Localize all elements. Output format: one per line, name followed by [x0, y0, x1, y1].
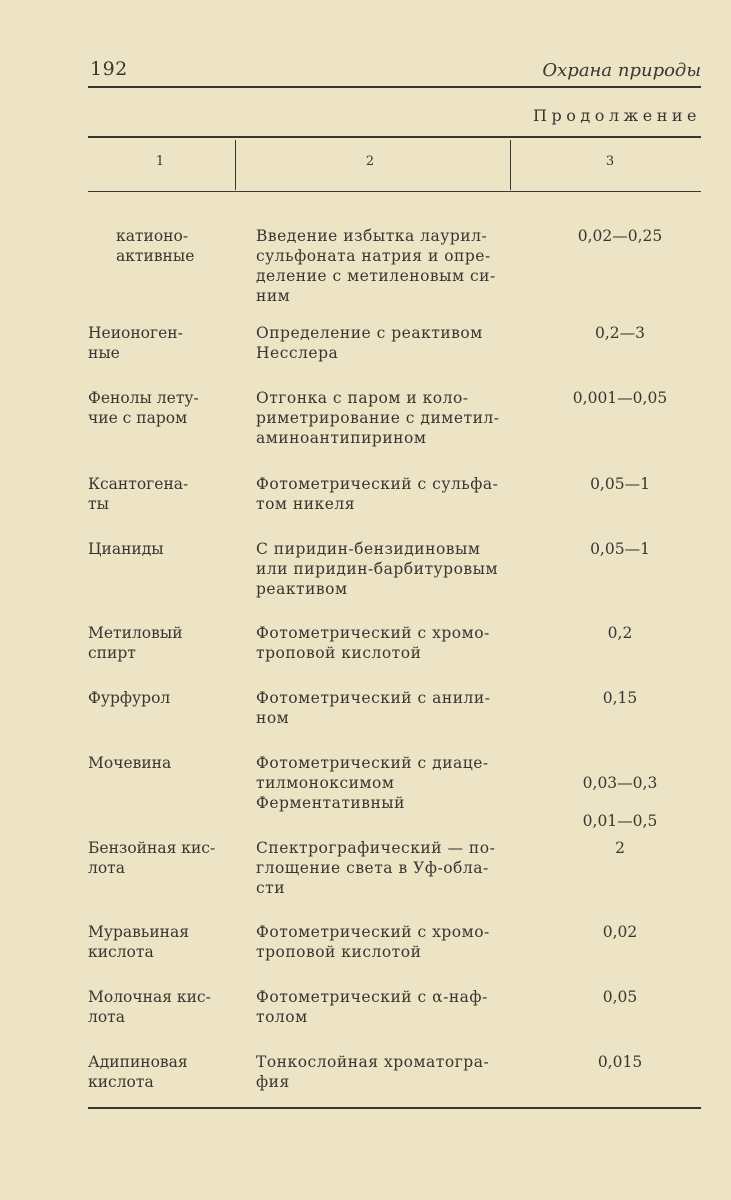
substance-cell: Ксантогена- ты — [88, 475, 189, 513]
substance-cell: Молочная кис- лота — [88, 988, 211, 1026]
concentration-cell: 2 — [615, 839, 625, 857]
table-top-rule — [88, 136, 701, 138]
table-bottom-rule — [88, 1107, 701, 1109]
method-cell: Фотометрический с сульфа- том никеля — [256, 475, 499, 513]
substance-cell: Бензойная кис- лота — [88, 839, 216, 877]
substance-cell: Неионоген- ные — [88, 324, 183, 362]
concentration-cell: 0,001—0,05 — [572, 389, 668, 407]
substance-cell: Муравьиная кислота — [88, 923, 189, 961]
concentration-cell: 0,2 — [607, 624, 633, 642]
method-cell: Введение избытка лаурил- сульфоната натрия и опре- деление с метиленовым си- ним — [256, 227, 496, 305]
method-cell: Спектрографический — по- глощение света в Уф-обла- сти — [256, 839, 496, 897]
concentration-cell: 0,02—0,25 — [577, 227, 663, 245]
method-cell: Фотометрический с диаце- тилмоноксимом Ферментативный — [256, 754, 489, 812]
substance-cell: катионо- активные — [116, 227, 195, 265]
concentration-value: 0,03—0,3 — [582, 774, 658, 792]
column-number-1: 1 — [155, 154, 165, 169]
substance-cell: Адипиновая кислота — [88, 1053, 188, 1091]
method-cell: Фотометрический с хромо- троповой кислотой — [256, 624, 490, 662]
concentration-value-secondary: 0,01—0,5 — [582, 812, 658, 830]
substance-cell: Метиловый спирт — [88, 624, 183, 662]
table-header-rule — [88, 191, 701, 192]
substance-cell: Фенолы лету- чие с паром — [88, 389, 199, 427]
concentration-cell: 0,05 — [602, 988, 638, 1006]
header-rule — [88, 86, 701, 88]
column-number-2: 2 — [365, 154, 375, 169]
method-cell: Отгонка с паром и коло- риметрирование с диметил- аминоантипирином — [256, 389, 500, 447]
concentration-cell: 0,015 — [597, 1053, 643, 1071]
column-number-3: 3 — [605, 154, 615, 169]
method-cell: Фотометрический с α-наф- толом — [256, 988, 488, 1026]
method-cell: Фотометрический с анили- ном — [256, 689, 491, 727]
substance-cell: Цианиды — [88, 540, 164, 558]
concentration-cell: 0,05—1 — [590, 540, 650, 558]
column-divider — [235, 140, 236, 190]
method-cell: Фотометрический с хромо- троповой кислотой — [256, 923, 490, 961]
column-divider — [510, 140, 511, 190]
method-cell: Тонкослойная хроматогра- фия — [256, 1053, 490, 1091]
method-cell: Определение с реактивом Несслера — [256, 324, 483, 362]
concentration-cell: 0,2—3 — [594, 324, 645, 342]
concentration-cell: 0,15 — [602, 689, 638, 707]
method-cell: С пиридин-бензидиновым или пиридин-барбитуровым реактивом — [256, 540, 499, 598]
concentration-cell — [540, 753, 700, 851]
concentration-cell: 0,02 — [602, 923, 638, 941]
substance-cell: Фурфурол — [88, 689, 171, 707]
substance-cell: Мочевина — [88, 754, 172, 772]
continued-label: Продолжение — [533, 106, 701, 125]
running-title: Охрана природы — [542, 60, 701, 81]
concentration-cell: 0,05—1 — [590, 475, 650, 493]
page-number: 192 — [90, 58, 128, 80]
